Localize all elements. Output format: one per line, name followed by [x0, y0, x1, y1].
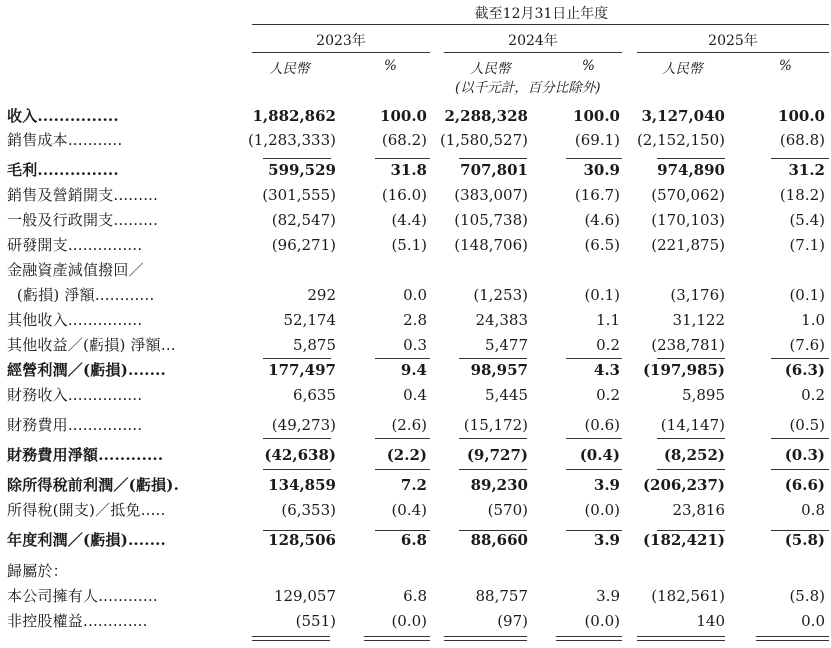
year-underline-2024 [444, 52, 622, 53]
value-2025-rmb: (8,252) [663, 446, 725, 464]
value-2025-pct: (6.6) [784, 476, 825, 494]
row-label-text: 其他收入 [7, 311, 68, 329]
value-2023-rmb: (82,547) [271, 211, 336, 229]
row-label-text: 所得稅(開支)／抵免 [7, 501, 141, 519]
value-2023-pct: 6.8 [400, 531, 427, 549]
row-label-leader-dots: ............... [67, 311, 143, 329]
table-row [0, 559, 831, 583]
row-label-leader-dots: ..... [140, 501, 166, 519]
subtotal-rule-5 [459, 530, 527, 531]
table-row [0, 233, 831, 257]
table-row [0, 498, 831, 522]
subtotal-rule-2 [459, 358, 527, 359]
value-2024-pct: 3.9 [593, 476, 620, 494]
value-2025-rmb: (3,176) [670, 286, 725, 304]
value-2024-pct: 4.3 [593, 361, 620, 379]
pct-label-2024: % [582, 58, 595, 74]
row-label-leader-dots: ....... [128, 361, 166, 379]
pct-label-2023: % [384, 58, 397, 74]
value-2023-pct: (4.4) [391, 211, 427, 229]
value-2024-rmb: (15,172) [463, 416, 528, 434]
value-2025-rmb: (14,147) [660, 416, 725, 434]
value-2024-rmb: 5,445 [485, 386, 528, 404]
subtotal-rule-1 [459, 158, 527, 159]
value-2024-pct: (0.4) [579, 446, 620, 464]
value-2025-pct: 31.2 [788, 161, 825, 179]
row-label-text: 經營利潤／(虧損) [7, 361, 128, 379]
total-double-rule [637, 636, 725, 637]
value-2023-pct: (16.0) [381, 186, 427, 204]
value-2023-rmb: 177,497 [268, 361, 336, 379]
year-underline-2023 [252, 52, 430, 53]
table-row [0, 358, 831, 382]
value-2024-rmb: 88,757 [475, 587, 528, 605]
value-2024-rmb: (1,253) [473, 286, 528, 304]
row-label [7, 473, 179, 497]
value-2023-pct: 2.8 [403, 311, 427, 329]
year-underline-2025 [637, 52, 829, 53]
row-label [7, 183, 158, 207]
value-2024-rmb: 98,957 [470, 361, 528, 379]
row-label-leader-dots: ......... [113, 211, 159, 229]
table-row [0, 183, 831, 207]
value-2024-pct: 0.2 [596, 336, 620, 354]
value-2025-rmb: (182,561) [651, 587, 725, 605]
value-2024-rmb: (570) [487, 501, 528, 519]
value-2023-pct: 0.3 [403, 336, 427, 354]
subtotal-rule-4 [771, 469, 829, 470]
value-2023-rmb: (1,283,333) [247, 131, 336, 149]
value-2023-rmb: (49,273) [271, 416, 336, 434]
row-label-leader-dots: . [173, 476, 180, 494]
table-row [0, 283, 831, 307]
subtotal-rule-3 [375, 438, 430, 439]
subtotal-rule-2 [566, 358, 622, 359]
value-2023-rmb: 599,529 [268, 161, 336, 179]
total-double-rule [444, 636, 527, 637]
value-2023-pct: (0.4) [391, 501, 427, 519]
unit-label-2024: 人民幣 [470, 61, 511, 77]
total-double-rule [556, 640, 622, 641]
value-2025-pct: (5.8) [784, 531, 825, 549]
value-2024-rmb: 707,801 [460, 161, 528, 179]
value-2023-pct: 100.0 [380, 107, 427, 125]
subtotal-rule-4 [657, 469, 725, 470]
value-2023-pct: (5.1) [391, 236, 427, 254]
value-2023-rmb: 129,057 [273, 587, 336, 605]
table-row [0, 104, 831, 128]
value-2023-rmb: 5,875 [293, 336, 336, 354]
total-double-rule [637, 640, 725, 641]
row-label [7, 283, 154, 307]
row-label [7, 258, 144, 282]
value-2023-pct: (2.2) [386, 446, 427, 464]
value-2023-pct: 0.4 [403, 386, 427, 404]
value-2023-rmb: 52,174 [283, 311, 336, 329]
row-label-leader-dots: ............... [37, 161, 119, 179]
row-label [7, 584, 158, 608]
value-2024-pct: 0.2 [596, 386, 620, 404]
value-2025-pct: (0.1) [789, 286, 825, 304]
value-2024-rmb: (148,706) [454, 236, 528, 254]
row-label-text: 收入 [7, 107, 38, 125]
value-2023-pct: 9.4 [400, 361, 427, 379]
subtotal-rule-1 [657, 158, 725, 159]
total-double-rule [444, 640, 527, 641]
value-2025-pct: (6.3) [784, 361, 825, 379]
row-label-text: 財務費用淨額 [7, 446, 99, 464]
value-2025-rmb: 3,127,040 [641, 107, 725, 125]
value-2023-rmb: (42,638) [264, 446, 336, 464]
subtotal-rule-5 [263, 530, 331, 531]
value-2025-pct: 0.8 [801, 501, 825, 519]
row-label [7, 333, 176, 357]
value-2025-pct: (0.3) [784, 446, 825, 464]
table-row [0, 308, 831, 332]
value-2023-rmb: 6,635 [293, 386, 336, 404]
row-label [7, 498, 166, 522]
row-label [7, 383, 142, 407]
value-2024-rmb: (105,738) [454, 211, 528, 229]
value-2023-pct: 31.8 [390, 161, 427, 179]
table-row [0, 383, 831, 407]
value-2025-pct: (7.6) [789, 336, 825, 354]
row-label-leader-dots: ....... [128, 531, 166, 549]
row-label [7, 443, 163, 467]
value-2024-rmb: 5,477 [485, 336, 528, 354]
total-double-rule [556, 636, 622, 637]
unit-label-2025: 人民幣 [662, 61, 703, 77]
value-2024-pct: (0.0) [584, 501, 620, 519]
value-2024-pct: (4.6) [584, 211, 620, 229]
row-label-text: 銷售及營銷開支 [7, 186, 114, 204]
pct-label-2025: % [779, 58, 792, 74]
subtotal-rule-2 [657, 358, 725, 359]
row-label-text: 年度利潤／(虧損) [7, 531, 128, 549]
value-2025-pct: 100.0 [778, 107, 825, 125]
subtotal-rule-2 [263, 358, 331, 359]
year-header-2024: 2024年 [508, 33, 558, 49]
subtotal-rule-4 [263, 469, 331, 470]
year-header-2023: 2023年 [316, 33, 366, 49]
value-2024-pct: 100.0 [573, 107, 620, 125]
value-2024-pct: (69.1) [574, 131, 620, 149]
value-2025-rmb: 5,895 [682, 386, 725, 404]
total-double-rule [364, 640, 430, 641]
row-label-text: 除所得稅前利潤／(虧損) [7, 476, 174, 494]
value-2025-pct: 0.0 [801, 612, 825, 630]
subtotal-rule-5 [566, 530, 622, 531]
row-label-text: (虧損) 淨額 [7, 286, 95, 304]
value-2024-pct: (0.0) [584, 612, 620, 630]
row-label-text: 毛利 [7, 161, 38, 179]
period-underline [252, 24, 829, 25]
row-label [7, 104, 119, 128]
total-double-rule [756, 640, 829, 641]
value-2024-pct: (0.6) [584, 416, 620, 434]
table-row [0, 473, 831, 497]
value-2023-pct: (68.2) [381, 131, 427, 149]
period-header: 截至12月31日止年度 [474, 6, 609, 22]
value-2025-rmb: 31,122 [672, 311, 725, 329]
row-label-text: 一般及行政開支 [7, 211, 114, 229]
total-double-rule [364, 636, 430, 637]
subtotal-rule-1 [566, 158, 622, 159]
row-label [7, 158, 119, 182]
value-2023-pct: 6.8 [403, 587, 427, 605]
row-label-text: 銷售成本 [7, 131, 68, 149]
value-2023-rmb: (551) [295, 612, 336, 630]
table-row [0, 528, 831, 552]
table-row [0, 333, 831, 357]
subtotal-rule-2 [771, 358, 829, 359]
subtotal-rule-1 [375, 158, 430, 159]
table-row [0, 158, 831, 182]
value-2024-pct: (0.1) [584, 286, 620, 304]
value-2024-rmb: (1,580,527) [439, 131, 528, 149]
subtotal-rule-1 [263, 158, 331, 159]
value-2023-rmb: 134,859 [268, 476, 336, 494]
subtotal-rule-5 [375, 530, 430, 531]
value-2025-pct: (7.1) [789, 236, 825, 254]
row-label [7, 609, 148, 633]
value-2025-pct: (68.8) [779, 131, 825, 149]
value-2025-rmb: (182,421) [642, 531, 725, 549]
value-2023-pct: 0.0 [403, 286, 427, 304]
value-2023-rmb: 1,882,862 [252, 107, 336, 125]
value-2025-rmb: (570,062) [651, 186, 725, 204]
year-header-2025: 2025年 [708, 33, 758, 49]
value-2024-rmb: 88,660 [470, 531, 528, 549]
value-2024-rmb: (97) [497, 612, 528, 630]
value-2024-rmb: 2,288,328 [444, 107, 528, 125]
value-2023-rmb: (6,353) [281, 501, 336, 519]
value-2025-rmb: (197,985) [642, 361, 725, 379]
subtotal-rule-4 [566, 469, 622, 470]
row-label-text: 研發開支 [7, 236, 68, 254]
table-row [0, 128, 831, 152]
value-2025-rmb: (238,781) [651, 336, 725, 354]
table-row [0, 413, 831, 437]
value-2023-pct: (2.6) [391, 416, 427, 434]
value-2024-pct: (16.7) [574, 186, 620, 204]
value-2025-pct: (5.4) [789, 211, 825, 229]
table-row [0, 584, 831, 608]
table-row [0, 258, 831, 282]
value-2025-rmb: (2,152,150) [636, 131, 725, 149]
row-label [7, 233, 142, 257]
row-label [7, 528, 166, 552]
total-double-rule [756, 636, 829, 637]
row-label-leader-dots: ........... [67, 131, 123, 149]
unit-label-2023: 人民幣 [269, 61, 310, 77]
value-2025-rmb: 23,816 [672, 501, 725, 519]
row-label-leader-dots: ............... [67, 386, 143, 404]
row-label-leader-dots: ............ [98, 446, 164, 464]
value-2024-rmb: (383,007) [454, 186, 528, 204]
row-label-text: 非控股權益 [7, 612, 84, 630]
value-2025-pct: 1.0 [801, 311, 825, 329]
subtotal-rule-1 [771, 158, 829, 159]
value-2025-pct: (18.2) [779, 186, 825, 204]
subtotal-rule-2 [375, 358, 430, 359]
value-2024-pct: 1.1 [596, 311, 620, 329]
subtotal-rule-3 [459, 438, 527, 439]
value-2024-rmb: 89,230 [470, 476, 528, 494]
value-2025-rmb: (221,875) [651, 236, 725, 254]
value-2025-rmb: (170,103) [651, 211, 725, 229]
subtotal-rule-3 [771, 438, 829, 439]
row-label-text: 財務收入 [7, 386, 68, 404]
row-label-leader-dots: ... [160, 336, 176, 354]
row-label-leader-dots: ............. [83, 612, 148, 630]
row-label-text: 金融資產減值撥回／ [7, 261, 144, 279]
value-2024-rmb: 24,383 [475, 311, 528, 329]
subtotal-rule-5 [771, 530, 829, 531]
row-label-leader-dots: ............ [94, 286, 155, 304]
value-2024-pct: (6.5) [584, 236, 620, 254]
value-2025-rmb: 140 [696, 612, 725, 630]
value-2023-rmb: (96,271) [271, 236, 336, 254]
table-row [0, 208, 831, 232]
row-label [7, 308, 142, 332]
subtotal-rule-4 [459, 469, 527, 470]
subtotal-rule-3 [566, 438, 622, 439]
value-2025-rmb: (206,237) [642, 476, 725, 494]
value-2025-rmb: 974,890 [657, 161, 725, 179]
value-2024-pct: 3.9 [593, 531, 620, 549]
row-label [7, 128, 122, 152]
row-label-text: 其他收益／(虧損) 淨額 [7, 336, 161, 354]
table-row [0, 609, 831, 633]
value-2024-pct: 30.9 [583, 161, 620, 179]
subtotal-rule-5 [657, 530, 725, 531]
value-2024-rmb: (9,727) [466, 446, 528, 464]
row-label-text: 財務費用 [7, 416, 68, 434]
value-2023-pct: (0.0) [391, 612, 427, 630]
value-2023-rmb: (301,555) [262, 186, 336, 204]
subtotal-rule-3 [263, 438, 331, 439]
row-label-leader-dots: ............... [67, 236, 143, 254]
subtotal-rule-3 [657, 438, 725, 439]
row-label-leader-dots: ............ [98, 587, 158, 605]
row-label [7, 358, 166, 382]
subtotal-rule-4 [375, 469, 430, 470]
value-2025-pct: (0.5) [789, 416, 825, 434]
value-2023-rmb: 128,506 [268, 531, 336, 549]
row-label [7, 413, 142, 437]
row-label-text: 本公司擁有人 [7, 587, 99, 605]
value-2023-rmb: 292 [307, 286, 336, 304]
value-2024-pct: 3.9 [596, 587, 620, 605]
row-label-leader-dots: ............... [37, 107, 119, 125]
row-label-text: 歸屬於： [7, 562, 68, 580]
row-label [7, 208, 158, 232]
row-label-leader-dots: ......... [113, 186, 159, 204]
total-double-rule [252, 636, 330, 637]
value-2025-pct: 0.2 [801, 386, 825, 404]
row-label-leader-dots: ............... [67, 416, 143, 434]
total-double-rule [252, 640, 330, 641]
value-2025-pct: (5.8) [789, 587, 825, 605]
value-2023-pct: 7.2 [400, 476, 427, 494]
unit-note: (以千元計，百分比除外) [455, 80, 601, 96]
table-row [0, 443, 831, 467]
row-label [7, 559, 68, 583]
